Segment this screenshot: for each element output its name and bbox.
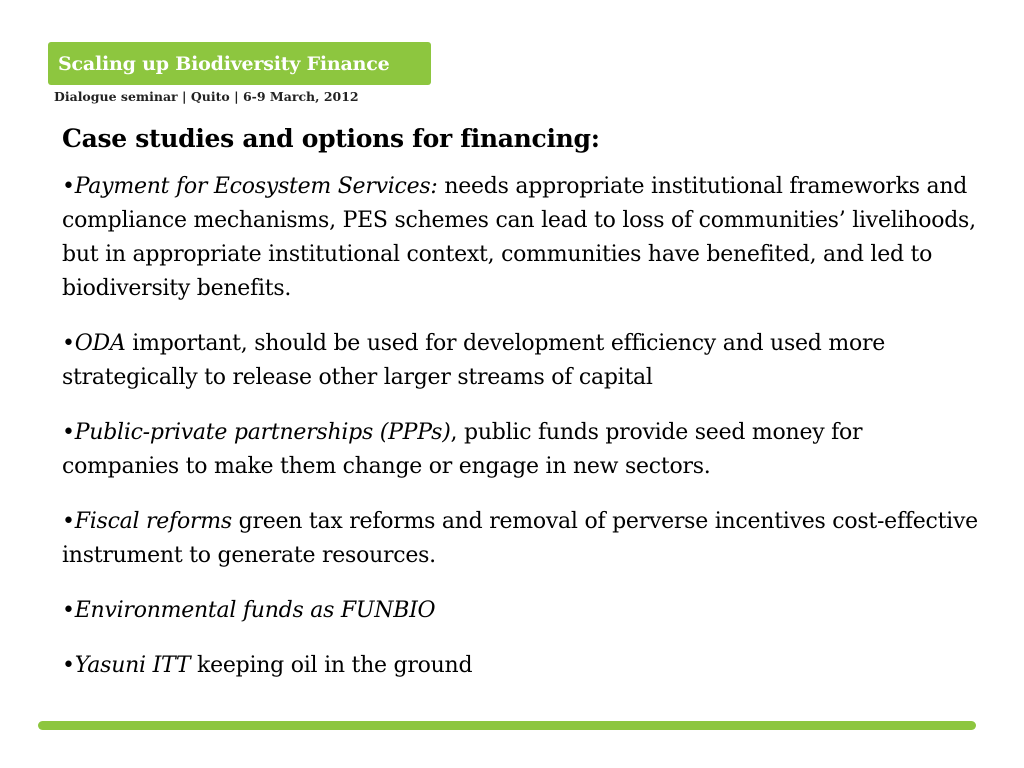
bullet-item-fiscal-reforms bbox=[62, 505, 982, 573]
bullet-item-oda bbox=[62, 327, 982, 395]
bullet-marker: • bbox=[62, 331, 75, 356]
bullet-text: green tax reforms and removal of perverse incentives cost-effective instrument to generate resources. bbox=[62, 509, 978, 568]
bullet-text: important, should be used for development efficiency and used more strategically to release other larger streams of capital bbox=[62, 331, 886, 390]
event-subtitle: Dialogue seminar | Quito | 6-9 March, 2012 bbox=[54, 89, 359, 104]
bullet-emphasis: Public-private partnerships (PPPs) bbox=[74, 420, 451, 445]
footer-divider bbox=[38, 721, 976, 730]
bullet-item-ppps bbox=[62, 416, 982, 484]
bullet-marker: • bbox=[62, 420, 75, 445]
bullet-emphasis: Environmental funds as FUNBIO bbox=[74, 598, 436, 623]
bullet-item-yasuni-itt bbox=[62, 649, 982, 683]
bullet-marker: • bbox=[62, 509, 75, 534]
event-title: Scaling up Biodiversity Finance bbox=[58, 52, 390, 75]
bullet-emphasis: ODA bbox=[74, 331, 126, 356]
bullet-marker: • bbox=[62, 598, 75, 623]
bullet-text: keeping oil in the ground bbox=[190, 653, 473, 678]
slide-content bbox=[62, 122, 982, 704]
bullet-emphasis: Fiscal reforms bbox=[74, 509, 232, 534]
bullet-emphasis: Yasuni ITT bbox=[74, 653, 191, 678]
bullet-text: , public funds provide seed money for companies to make them change or engage in new sectors. bbox=[62, 420, 863, 479]
slide-heading: Case studies and options for financing: bbox=[62, 124, 600, 153]
bullet-marker: • bbox=[62, 653, 75, 678]
header-banner bbox=[48, 42, 431, 85]
bullet-text: needs appropriate institutional frameworks and compliance mechanisms, PES schemes can lead to loss of communities’ livelihoods, but in appropriate institutional context, communities have benefited, and led to biodiversity benefits. bbox=[62, 174, 976, 301]
bullet-item-pes bbox=[62, 170, 982, 306]
bullet-marker: • bbox=[62, 174, 75, 199]
bullet-item-environmental-funds bbox=[62, 594, 982, 628]
bullet-emphasis: Payment for Ecosystem Services: bbox=[74, 174, 438, 199]
